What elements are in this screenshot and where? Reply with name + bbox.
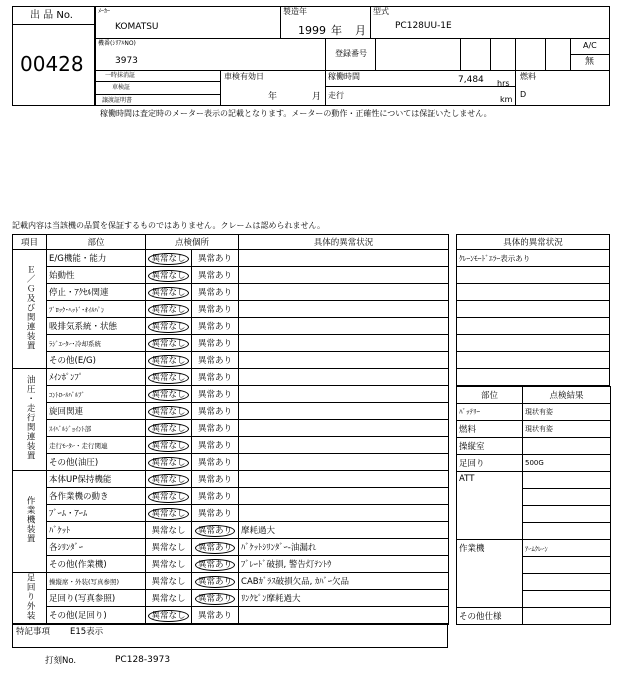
right-detail-row xyxy=(457,250,610,267)
results-row-battery xyxy=(457,404,611,421)
abnormal-detail: ﾌﾞﾚｰﾄﾞ破損, 警告灯ﾃﾝﾄｳ xyxy=(239,556,449,573)
check-abnormal-option[interactable]: 異常あり xyxy=(198,322,233,332)
part-name: 吸排気系統・状態 xyxy=(47,318,146,335)
col-detail-header: 具体的異常状況 xyxy=(239,235,449,250)
check-normal-option[interactable]: 異常なし xyxy=(151,543,186,553)
abnormal-detail: ﾊﾞｹｯﾄｼﾘﾝﾀﾞｰ-油漏れ xyxy=(239,539,449,556)
part-name: 本体UP保持機能 xyxy=(47,471,146,488)
right-detail-cell xyxy=(457,369,610,386)
model-label: 型式 xyxy=(373,7,389,16)
right-detail-row xyxy=(457,352,610,369)
check-abnormal-option[interactable]: 異常あり xyxy=(195,593,235,605)
travel-label: 走行 xyxy=(328,91,344,100)
part-name: ｽｲﾍﾞﾙｼﾞｮｲﾝﾄ部 xyxy=(47,420,146,437)
ac-label: A/C xyxy=(583,41,597,50)
part-name: 旋回関連 xyxy=(47,403,146,420)
check-abnormal-option[interactable]: 異常あり xyxy=(198,339,233,349)
inspection-row xyxy=(13,607,449,624)
right-detail-header: 具体的異常状況 xyxy=(457,235,610,250)
results-col-part: 部位 xyxy=(457,387,523,404)
right-detail-row xyxy=(457,318,610,335)
special-notes-label: 特記事項 xyxy=(16,627,51,637)
year-unit: 年 xyxy=(331,24,342,37)
transfer-cert-label: 譲渡証明書 xyxy=(102,97,133,104)
right-detail-row xyxy=(457,335,610,352)
group-label: 足回り外装 xyxy=(25,573,36,621)
temp-deregistration-label: 一時抹消証 xyxy=(105,72,136,79)
right-detail-table xyxy=(456,234,610,386)
part-name: 操縦席・外装(写真参照) xyxy=(47,573,146,590)
check-normal-option[interactable]: 異常なし xyxy=(151,526,186,536)
abnormal-detail xyxy=(239,420,449,437)
other-spec-value xyxy=(523,608,611,625)
check-normal-option[interactable]: 異常なし xyxy=(148,304,188,316)
inspection-row xyxy=(13,437,449,454)
check-normal-option[interactable]: 異常なし xyxy=(148,457,188,469)
check-normal-option[interactable]: 異常なし xyxy=(148,321,188,333)
check-abnormal-option[interactable]: 異常あり xyxy=(198,458,233,468)
inspection-row xyxy=(13,556,449,573)
check-abnormal-option[interactable]: 異常あり xyxy=(198,356,233,366)
inspection-row xyxy=(13,267,449,284)
stamp-label: 打刻No. xyxy=(45,656,77,666)
group-label: 作業機装置 xyxy=(25,496,36,544)
check-abnormal-option[interactable]: 異常あり xyxy=(198,424,233,434)
check-abnormal-option[interactable]: 異常あり xyxy=(198,441,233,451)
right-detail-row xyxy=(457,369,610,386)
results-header-row xyxy=(457,387,611,404)
abnormal-detail xyxy=(239,437,449,454)
right-detail-cell xyxy=(457,352,610,369)
inspection-row xyxy=(13,420,449,437)
col-check-header: 点検個所 xyxy=(146,235,239,250)
check-abnormal-option[interactable]: 異常あり xyxy=(198,475,233,485)
battery-label: ﾊﾞｯﾃﾘｰ xyxy=(457,404,523,421)
maker-label: ﾒｰｶｰ xyxy=(98,8,111,15)
check-normal-option[interactable]: 異常なし xyxy=(148,372,188,384)
inspection-row xyxy=(13,335,449,352)
right-detail-header-row xyxy=(457,235,610,250)
right-detail-cell xyxy=(457,267,610,284)
inspection-row xyxy=(13,301,449,318)
inspection-row xyxy=(13,454,449,471)
check-abnormal-option[interactable]: 異常あり xyxy=(195,576,235,588)
check-abnormal-option[interactable]: 異常あり xyxy=(195,542,235,554)
right-detail-cell xyxy=(457,335,610,352)
check-normal-option[interactable]: 異常なし xyxy=(148,406,188,418)
abnormal-detail xyxy=(239,352,449,369)
year-value: 1999 xyxy=(298,24,326,37)
check-normal-option[interactable]: 異常なし xyxy=(148,491,188,503)
undercarriage-label: 足回り xyxy=(457,455,523,472)
fuel-value: D xyxy=(520,90,527,99)
part-name: その他(E/G) xyxy=(47,352,146,369)
right-detail-row xyxy=(457,284,610,301)
hours-disclaimer: 稼働時間は査定時のメーター表示の記載となります。メーターの動作・正確性については保証いたしません。 xyxy=(100,109,492,118)
part-name: 走行ﾓｰﾀｰ・走行関連 xyxy=(47,437,146,454)
check-abnormal-option[interactable]: 異常あり xyxy=(198,509,233,519)
work-equipment-label: 作業機 xyxy=(457,540,523,608)
part-name: ﾊﾞｹｯﾄ xyxy=(47,522,146,539)
abnormal-detail xyxy=(239,250,449,267)
results-row-att xyxy=(457,472,611,489)
quality-disclaimer: 記載内容は当該機の品質を保証するものではありません。クレームは認められません。 xyxy=(12,221,325,230)
check-normal-option[interactable]: 異常なし xyxy=(148,270,188,282)
check-normal-option[interactable]: 異常なし xyxy=(148,389,188,401)
part-name: ｺﾝﾄﾛｰﾙﾊﾞﾙﾌﾞ xyxy=(47,386,146,403)
results-row-work xyxy=(457,540,611,557)
results-row-cabin xyxy=(457,438,611,455)
hours-value: 7,484 xyxy=(458,75,484,85)
hours-label: 稼働時間 xyxy=(328,72,360,81)
other-spec-label: その他仕様 xyxy=(457,608,523,625)
stamp-value: PC128-3973 xyxy=(115,655,171,665)
undercarriage-value: 500G xyxy=(523,455,611,472)
fuel-label: 燃料 xyxy=(520,72,536,81)
year-label: 製造年 xyxy=(283,7,307,16)
lot-number-label-divider xyxy=(12,24,95,25)
part-name: ﾌﾞﾛｯｸ･ﾍｯﾄﾞ･ｵｲﾙﾊﾟﾝ xyxy=(47,301,146,318)
inspection-valid-label: 車検有効日 xyxy=(224,72,264,81)
lot-number-label: 出 品 No. xyxy=(30,10,73,21)
results-fuel-label: 燃料 xyxy=(457,421,523,438)
group-label: 油圧・走行関連装置 xyxy=(25,375,36,461)
check-normal-option[interactable]: 異常なし xyxy=(148,440,188,452)
right-detail-cell xyxy=(457,318,610,335)
abnormal-detail xyxy=(239,318,449,335)
part-name: その他(作業機) xyxy=(47,556,146,573)
part-name: 始動性 xyxy=(47,267,146,284)
part-name: 足回り(写真参照) xyxy=(47,590,146,607)
att-label: ATT xyxy=(457,472,523,540)
check-abnormal-option[interactable]: 異常あり xyxy=(198,407,233,417)
part-name: E/G機能・能力 xyxy=(47,250,146,267)
inspection-row xyxy=(13,488,449,505)
results-fuel-value: 現状有姿 xyxy=(523,421,611,438)
inspection-table xyxy=(12,234,449,625)
check-normal-option[interactable]: 異常なし xyxy=(151,560,186,570)
group-label: Ｅ／Ｇ及び関連装置 xyxy=(25,264,36,351)
part-name: その他(油圧) xyxy=(47,454,146,471)
inspection-row xyxy=(13,505,449,522)
hours-unit: hrs xyxy=(497,79,510,88)
inspection-year-unit: 年 xyxy=(268,92,278,102)
check-abnormal-option[interactable]: 異常あり xyxy=(198,492,233,502)
check-abnormal-option[interactable]: 異常あり xyxy=(198,288,233,298)
registration-label: 登録番号 xyxy=(335,49,367,58)
check-normal-option[interactable]: 異常なし xyxy=(148,610,188,622)
special-notes-value: E15表示 xyxy=(70,627,104,637)
check-normal-option[interactable]: 異常なし xyxy=(151,577,186,588)
lot-number: 00428 xyxy=(20,52,84,76)
check-normal-option[interactable]: 異常なし xyxy=(148,423,188,435)
inspection-header-row xyxy=(13,235,449,250)
inspection-row xyxy=(13,573,449,590)
ac-value: 無 xyxy=(585,57,595,67)
inspection-month-unit: 月 xyxy=(312,92,322,102)
inspection-cert-label: 車検証 xyxy=(112,84,131,91)
check-abnormal-option[interactable]: 異常あり xyxy=(198,305,233,315)
abnormal-detail xyxy=(239,471,449,488)
abnormal-detail xyxy=(239,488,449,505)
part-name: ﾒｲﾝﾎﾟﾝﾌﾟ xyxy=(47,369,146,386)
abnormal-detail xyxy=(239,607,449,624)
check-abnormal-option[interactable]: 異常あり xyxy=(195,559,235,571)
inspection-row xyxy=(13,386,449,403)
part-name: 各作業機の動き xyxy=(47,488,146,505)
check-abnormal-option[interactable]: 異常あり xyxy=(198,373,233,383)
check-abnormal-option[interactable]: 異常あり xyxy=(198,390,233,400)
part-name: その他(足回り) xyxy=(47,607,146,624)
col-part-header: 部位 xyxy=(47,235,146,250)
abnormal-detail xyxy=(239,267,449,284)
cabin-label: 操縦室 xyxy=(457,438,523,455)
abnormal-detail xyxy=(239,403,449,420)
abnormal-detail xyxy=(239,369,449,386)
inspection-row xyxy=(13,284,449,301)
part-name: 各ｼﾘﾝﾀﾞｰ xyxy=(47,539,146,556)
month-unit: 月 xyxy=(355,24,366,37)
check-normal-option[interactable]: 異常なし xyxy=(148,474,188,486)
work-equipment-value: ｱｰﾑｸﾚｰﾝ xyxy=(523,540,611,557)
check-abnormal-option[interactable]: 異常あり xyxy=(198,271,233,281)
inspection-row xyxy=(13,250,449,267)
right-detail-row xyxy=(457,267,610,284)
abnormal-detail xyxy=(239,386,449,403)
inspection-row xyxy=(13,403,449,420)
check-normal-option[interactable]: 異常なし xyxy=(148,253,188,265)
inspection-row xyxy=(13,522,449,539)
right-detail-row xyxy=(457,301,610,318)
cabin-value xyxy=(523,438,611,455)
abnormal-detail: ﾘﾝｸﾋﾟﾝ摩耗過大 xyxy=(239,590,449,607)
model-value: PC128UU-1E xyxy=(395,21,452,31)
inspection-row xyxy=(13,471,449,488)
results-row-fuel xyxy=(457,421,611,438)
right-detail-cell: ｸﾚｰﾝﾓｰﾄﾞｴﾗｰ表示あり xyxy=(457,250,610,267)
check-normal-option[interactable]: 異常なし xyxy=(148,338,188,350)
right-detail-cell xyxy=(457,284,610,301)
serial-label: 機番(ｼﾘｱﾙNO) xyxy=(98,40,136,47)
serial-value: 3973 xyxy=(115,56,138,66)
abnormal-detail xyxy=(239,505,449,522)
inspection-row xyxy=(13,352,449,369)
abnormal-detail xyxy=(239,454,449,471)
results-table xyxy=(456,386,611,625)
check-normal-option[interactable]: 異常なし xyxy=(148,287,188,299)
inspection-row xyxy=(13,369,449,386)
check-abnormal-option[interactable]: 異常あり xyxy=(198,611,233,622)
check-normal-option[interactable]: 異常なし xyxy=(148,508,188,520)
results-row-other xyxy=(457,608,611,625)
check-abnormal-option[interactable]: 異常あり xyxy=(195,525,235,537)
right-detail-cell xyxy=(457,301,610,318)
inspection-row xyxy=(13,539,449,556)
km-unit: km xyxy=(500,95,513,104)
check-normal-option[interactable]: 異常なし xyxy=(151,594,186,605)
part-name: 停止・ｱｸｾﾙ関連 xyxy=(47,284,146,301)
results-row-undercarriage xyxy=(457,455,611,472)
abnormal-detail xyxy=(239,301,449,318)
battery-value: 現状有姿 xyxy=(523,404,611,421)
abnormal-detail xyxy=(239,335,449,352)
col-item-header: 項目 xyxy=(13,235,47,250)
abnormal-detail xyxy=(239,284,449,301)
part-name: ﾗｼﾞｴｰﾀｰ･冷却系統 xyxy=(47,335,146,352)
part-name: ﾌﾞｰﾑ・ｱｰﾑ xyxy=(47,505,146,522)
check-abnormal-option[interactable]: 異常あり xyxy=(198,254,233,264)
results-col-result: 点検結果 xyxy=(523,387,611,404)
maker-value: KOMATSU xyxy=(115,22,159,32)
abnormal-detail: 摩耗過大 xyxy=(239,522,449,539)
check-normal-option[interactable]: 異常なし xyxy=(148,355,188,367)
abnormal-detail: CABｶﾞﾗｽ破損欠品, ｶﾊﾞｰ欠品 xyxy=(239,573,449,590)
inspection-row xyxy=(13,590,449,607)
inspection-row xyxy=(13,318,449,335)
